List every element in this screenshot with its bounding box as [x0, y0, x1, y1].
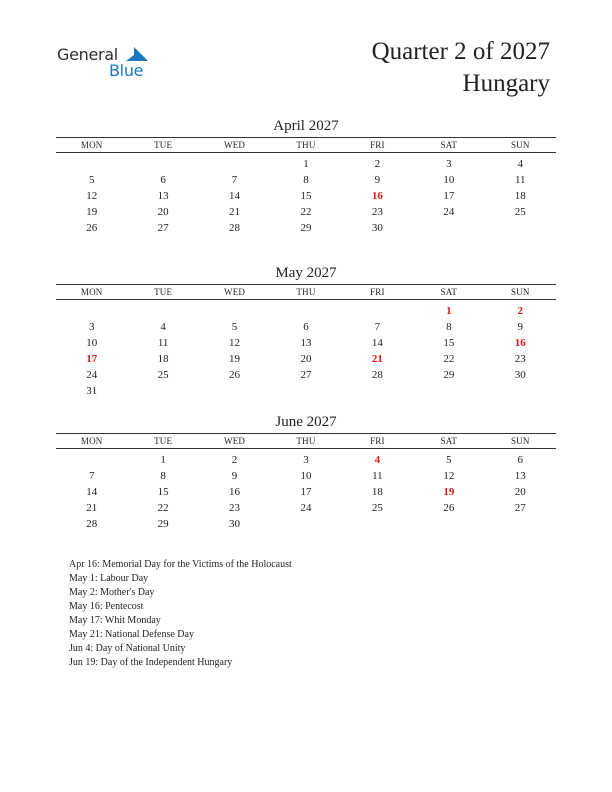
day-cell: 31 [86, 385, 98, 397]
weekday-label: FRI [370, 140, 385, 150]
day-cell: 10 [300, 470, 312, 482]
empty-day-cell [56, 452, 127, 468]
day-cell: 2 [231, 454, 238, 466]
day-cell: 12 [443, 470, 455, 482]
empty-day-cell [56, 303, 127, 319]
weekday-label: SUN [510, 140, 530, 150]
day-cell: 24 [300, 502, 312, 514]
weekday-label: MON [80, 436, 103, 446]
empty-day-cell [56, 156, 127, 172]
weekday-label: FRI [370, 287, 385, 297]
holiday-note: Jun 4: Day of National Unity [69, 643, 186, 654]
day-cell: 27 [157, 222, 169, 234]
weekday-header [56, 137, 556, 153]
day-cell: 1 [160, 454, 166, 466]
weekday-label: THU [296, 140, 316, 150]
day-cell: 12 [229, 337, 241, 349]
month-title: June 2027 [275, 414, 337, 430]
holiday-note: May 17: Whit Monday [69, 615, 161, 626]
day-cell: 26 [86, 222, 98, 234]
weekday-label: WED [224, 287, 246, 297]
day-cell: 9 [231, 470, 238, 482]
day-cell: 9 [517, 321, 523, 333]
day-cell: 5 [231, 321, 238, 333]
holiday-note: May 2: Mother's Day [69, 587, 155, 598]
day-cell: 14 [229, 190, 241, 202]
day-cell: 23 [371, 206, 383, 218]
country-title: Hungary [462, 70, 550, 97]
page-title [372, 36, 550, 100]
day-cell: 25 [371, 502, 383, 514]
day-cell: 18 [371, 486, 383, 498]
day-cell: 28 [229, 222, 241, 234]
holiday-day-cell: 4 [374, 454, 381, 466]
day-cell: 30 [514, 369, 526, 381]
day-cell: 19 [86, 206, 98, 218]
holiday-note: May 1: Labour Day [69, 573, 149, 584]
day-grid [56, 303, 556, 399]
holiday-note: Apr 16: Memorial Day for the Victims of the Holocaust [69, 559, 292, 570]
holiday-day-cell: 21 [371, 353, 383, 365]
day-cell: 6 [303, 321, 309, 333]
weekday-label: THU [296, 436, 316, 446]
day-cell: 7 [374, 321, 381, 333]
day-cell: 8 [303, 174, 309, 186]
day-cell: 13 [157, 190, 169, 202]
day-cell: 14 [371, 337, 383, 349]
weekday-label: FRI [370, 436, 385, 446]
day-cell: 23 [514, 353, 526, 365]
day-cell: 29 [157, 518, 169, 530]
holiday-day-cell: 2 [517, 305, 523, 317]
day-cell: 7 [231, 174, 238, 186]
logo-triangle-icon [126, 47, 148, 61]
day-cell: 29 [300, 222, 312, 234]
holiday-notes [69, 558, 292, 670]
weekday-label: TUE [154, 140, 173, 150]
day-cell: 20 [157, 206, 169, 218]
weekday-header [56, 433, 556, 449]
day-cell: 17 [443, 190, 455, 202]
weekday-label: TUE [154, 287, 173, 297]
day-cell: 16 [229, 486, 241, 498]
weekday-label: THU [296, 287, 316, 297]
day-cell: 14 [86, 486, 98, 498]
weekday-label: SAT [440, 287, 458, 297]
weekday-label: SAT [440, 436, 458, 446]
day-cell: 30 [229, 518, 241, 530]
weekday-label: SUN [510, 436, 530, 446]
month-title: April 2027 [273, 118, 339, 134]
day-cell: 4 [517, 158, 523, 170]
day-cell: 30 [371, 222, 383, 234]
generalblue-logo [57, 44, 157, 80]
day-cell: 11 [514, 174, 526, 186]
day-cell: 9 [374, 174, 381, 186]
day-cell: 24 [86, 369, 98, 381]
day-cell: 7 [88, 470, 95, 482]
day-cell: 13 [514, 470, 526, 482]
day-cell: 10 [86, 337, 98, 349]
day-cell: 29 [443, 369, 455, 381]
day-grid [56, 452, 556, 532]
day-cell: 8 [446, 321, 452, 333]
month-calendar-june [56, 413, 556, 532]
empty-day-cell [199, 303, 270, 319]
logo-text-blue: Blue [109, 61, 144, 80]
month-title: May 2027 [275, 265, 337, 281]
day-cell: 27 [300, 369, 312, 381]
holiday-note: Jun 19: Day of the Independent Hungary [69, 657, 233, 668]
day-cell: 22 [157, 502, 169, 514]
day-cell: 28 [86, 518, 98, 530]
day-cell: 3 [303, 454, 309, 466]
day-cell: 20 [514, 486, 526, 498]
day-cell: 17 [300, 486, 312, 498]
holiday-day-cell: 16 [514, 337, 526, 349]
day-cell: 15 [157, 486, 169, 498]
day-cell: 24 [443, 206, 455, 218]
holiday-day-cell: 1 [446, 305, 452, 317]
day-cell: 5 [88, 174, 95, 186]
day-cell: 18 [514, 190, 526, 202]
day-cell: 3 [88, 321, 95, 333]
day-cell: 11 [372, 470, 383, 482]
day-cell: 21 [86, 502, 98, 514]
day-cell: 13 [300, 337, 312, 349]
day-cell: 11 [157, 337, 169, 349]
day-cell: 15 [443, 337, 455, 349]
day-cell: 12 [86, 190, 98, 202]
weekday-label: TUE [154, 436, 173, 446]
holiday-day-cell: 17 [86, 353, 98, 365]
weekday-header [56, 284, 556, 300]
day-cell: 21 [229, 206, 241, 218]
weekday-label: MON [80, 140, 103, 150]
empty-day-cell [199, 156, 270, 172]
day-cell: 27 [514, 502, 526, 514]
day-cell: 8 [160, 470, 166, 482]
weekday-label: SUN [510, 287, 530, 297]
day-cell: 28 [371, 369, 383, 381]
day-cell: 6 [517, 454, 523, 466]
empty-day-cell [127, 156, 198, 172]
day-cell: 20 [300, 353, 312, 365]
day-cell: 26 [229, 369, 241, 381]
day-cell: 25 [157, 369, 169, 381]
logo-text-general: General [57, 45, 118, 64]
month-calendar-may [56, 264, 556, 399]
day-cell: 18 [157, 353, 169, 365]
day-cell: 15 [300, 190, 312, 202]
empty-day-cell [270, 303, 341, 319]
day-cell: 6 [160, 174, 166, 186]
empty-day-cell [342, 303, 413, 319]
day-grid [56, 156, 556, 236]
month-calendar-april [56, 117, 556, 236]
day-cell: 22 [443, 353, 455, 365]
day-cell: 4 [160, 321, 166, 333]
day-cell: 5 [446, 454, 452, 466]
day-cell: 26 [443, 502, 455, 514]
day-cell: 22 [300, 206, 312, 218]
day-cell: 10 [443, 174, 455, 186]
quarter-title: Quarter 2 of 2027 [371, 38, 550, 65]
holiday-note: May 21: National Defense Day [69, 629, 194, 640]
holiday-day-cell: 16 [371, 190, 383, 202]
weekday-label: SAT [440, 140, 458, 150]
day-cell: 19 [229, 353, 241, 365]
day-cell: 25 [514, 206, 526, 218]
day-cell: 2 [374, 158, 381, 170]
holiday-note: May 16: Pentecost [69, 601, 144, 612]
weekday-label: MON [80, 287, 103, 297]
day-cell: 1 [303, 158, 309, 170]
weekday-label: WED [224, 436, 246, 446]
holiday-day-cell: 19 [443, 486, 455, 498]
empty-day-cell [127, 303, 198, 319]
day-cell: 3 [446, 158, 452, 170]
weekday-label: WED [224, 140, 246, 150]
day-cell: 23 [229, 502, 241, 514]
